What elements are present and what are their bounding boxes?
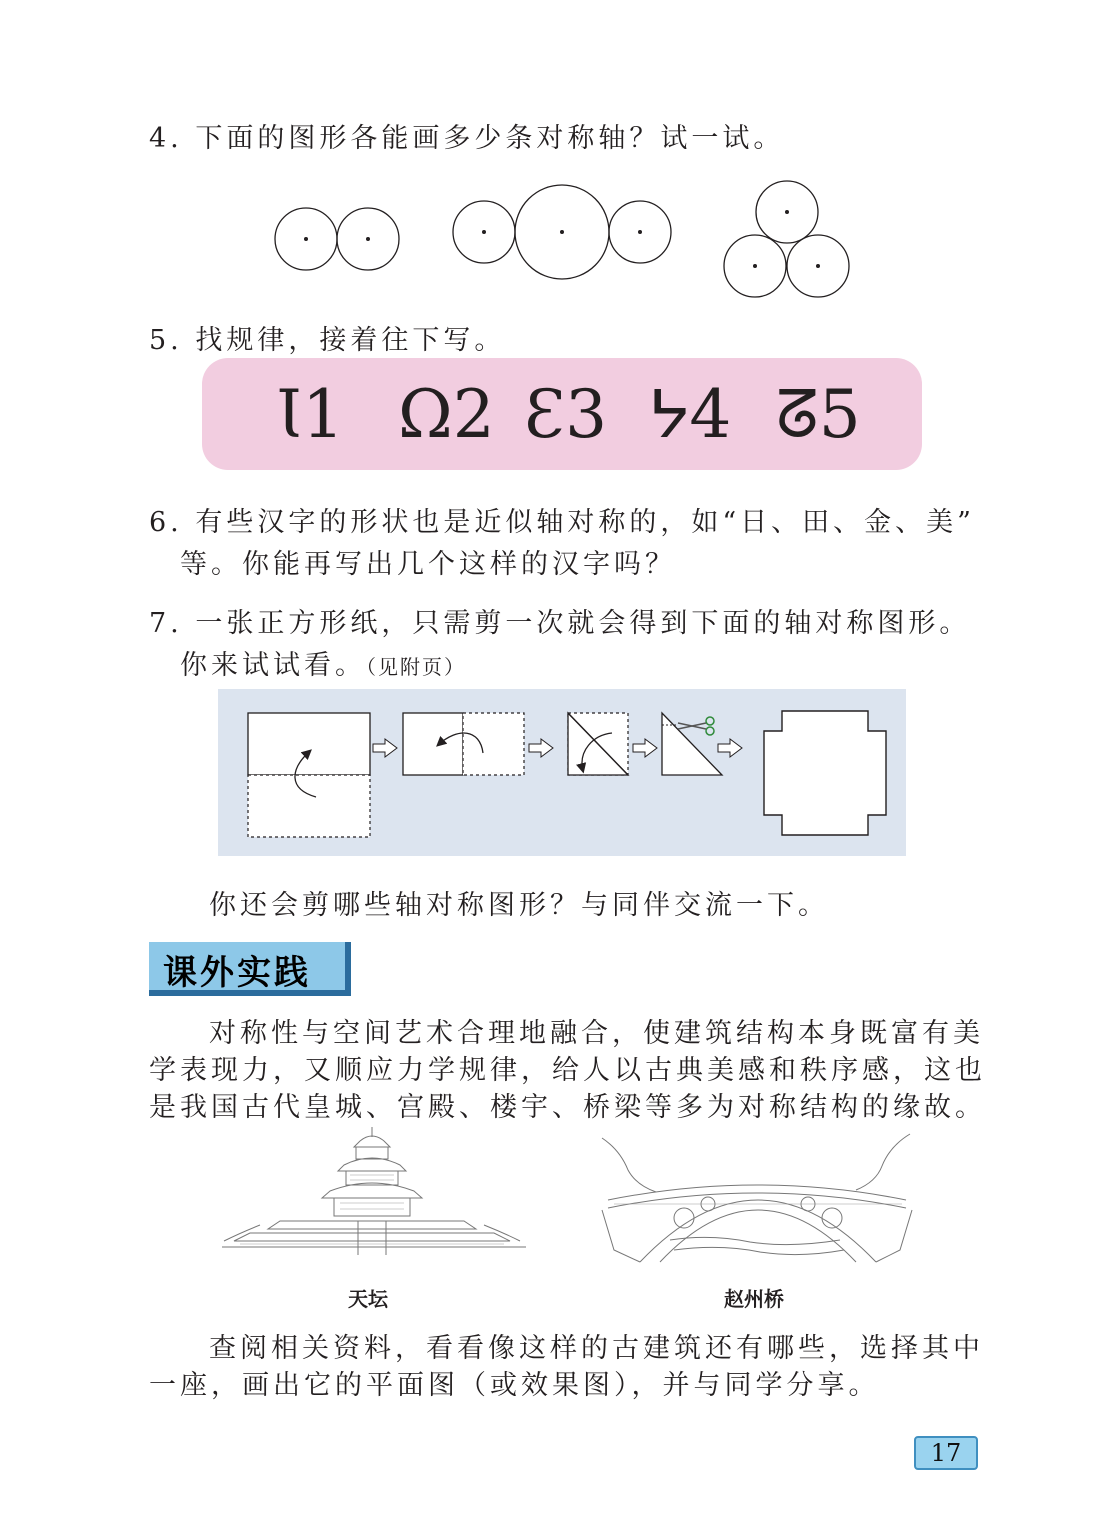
result-shape [764,711,886,835]
step-1-fold-in-half [248,713,370,837]
step-arrow-2 [529,739,553,757]
practice-para1-line2: 学表现力，又顺应力学规律，给人以古典美感和秩序感，这也 [149,1055,986,1086]
question-7-line1: 7. 一张正方形纸，只需剪一次就会得到下面的轴对称图形。 [149,608,971,639]
temple-of-heaven-illustration [220,1125,530,1260]
practice-para2-line2: 一座，画出它的平面图（或效果图），并与同学分享。 [149,1370,880,1401]
question-5-text: 5. 找规律，接着往下写。 [149,325,506,356]
caption-temple-of-heaven: 天坛 [348,1287,388,1311]
question-6-line1: 6. 有些汉字的形状也是近似轴对称的，如“日、田、金、美” [149,507,975,538]
question-4-text: 4. 下面的图形各能画多少条对称轴？试一试。 [149,123,785,154]
practice-para1-line1: 对称性与空间艺术合理地融合，使建筑结构本身既富有美 [209,1018,984,1049]
pattern-glyph-1: Ɩ1 [276,376,345,453]
pattern-glyph-4: ᔭ4 [648,376,732,453]
triangle-circles-figure [724,181,849,297]
practice-para1-line3: 是我国古代皇城、宫殿、楼宇、桥梁等多为对称结构的缘故。 [149,1092,986,1123]
question-7-followup: 你还会剪哪些轴对称图形？与同伴交流一下。 [209,890,829,921]
page-number: 17 [914,1436,978,1470]
step-arrow-3 [633,739,657,757]
folding-steps-diagram [218,689,906,856]
step-4-cut [662,713,722,775]
step-arrow-4 [718,739,742,757]
pattern-glyph-3: Ɛ3 [524,376,608,453]
pattern-glyph-5: ᘔ5 [776,376,861,453]
question-6-line2: 等。你能再写出几个这样的汉字吗？ [180,549,676,580]
scissors-icon [678,717,714,735]
step-3-diagonal-fold [568,713,628,775]
attachment-note: （见附页） [366,655,466,679]
zhaozhou-bridge-illustration [600,1130,915,1270]
question-7-line2-text: 你来试试看。 [180,650,366,681]
step-arrow-1 [373,739,397,757]
circles-figures [260,170,870,310]
step-2-fold-again [403,713,524,775]
caption-zhaozhou-bridge: 赵州桥 [724,1287,784,1311]
two-circles-figure [275,208,399,270]
question-7-line2 [180,643,466,682]
practice-para2-line1: 查阅相关资料，看看像这样的古建筑还有哪些，选择其中 [209,1333,984,1364]
pattern-glyph-2: Ω2 [398,376,495,453]
practice-heading: 课外实践 [163,953,311,993]
practice-heading-box [149,942,351,996]
